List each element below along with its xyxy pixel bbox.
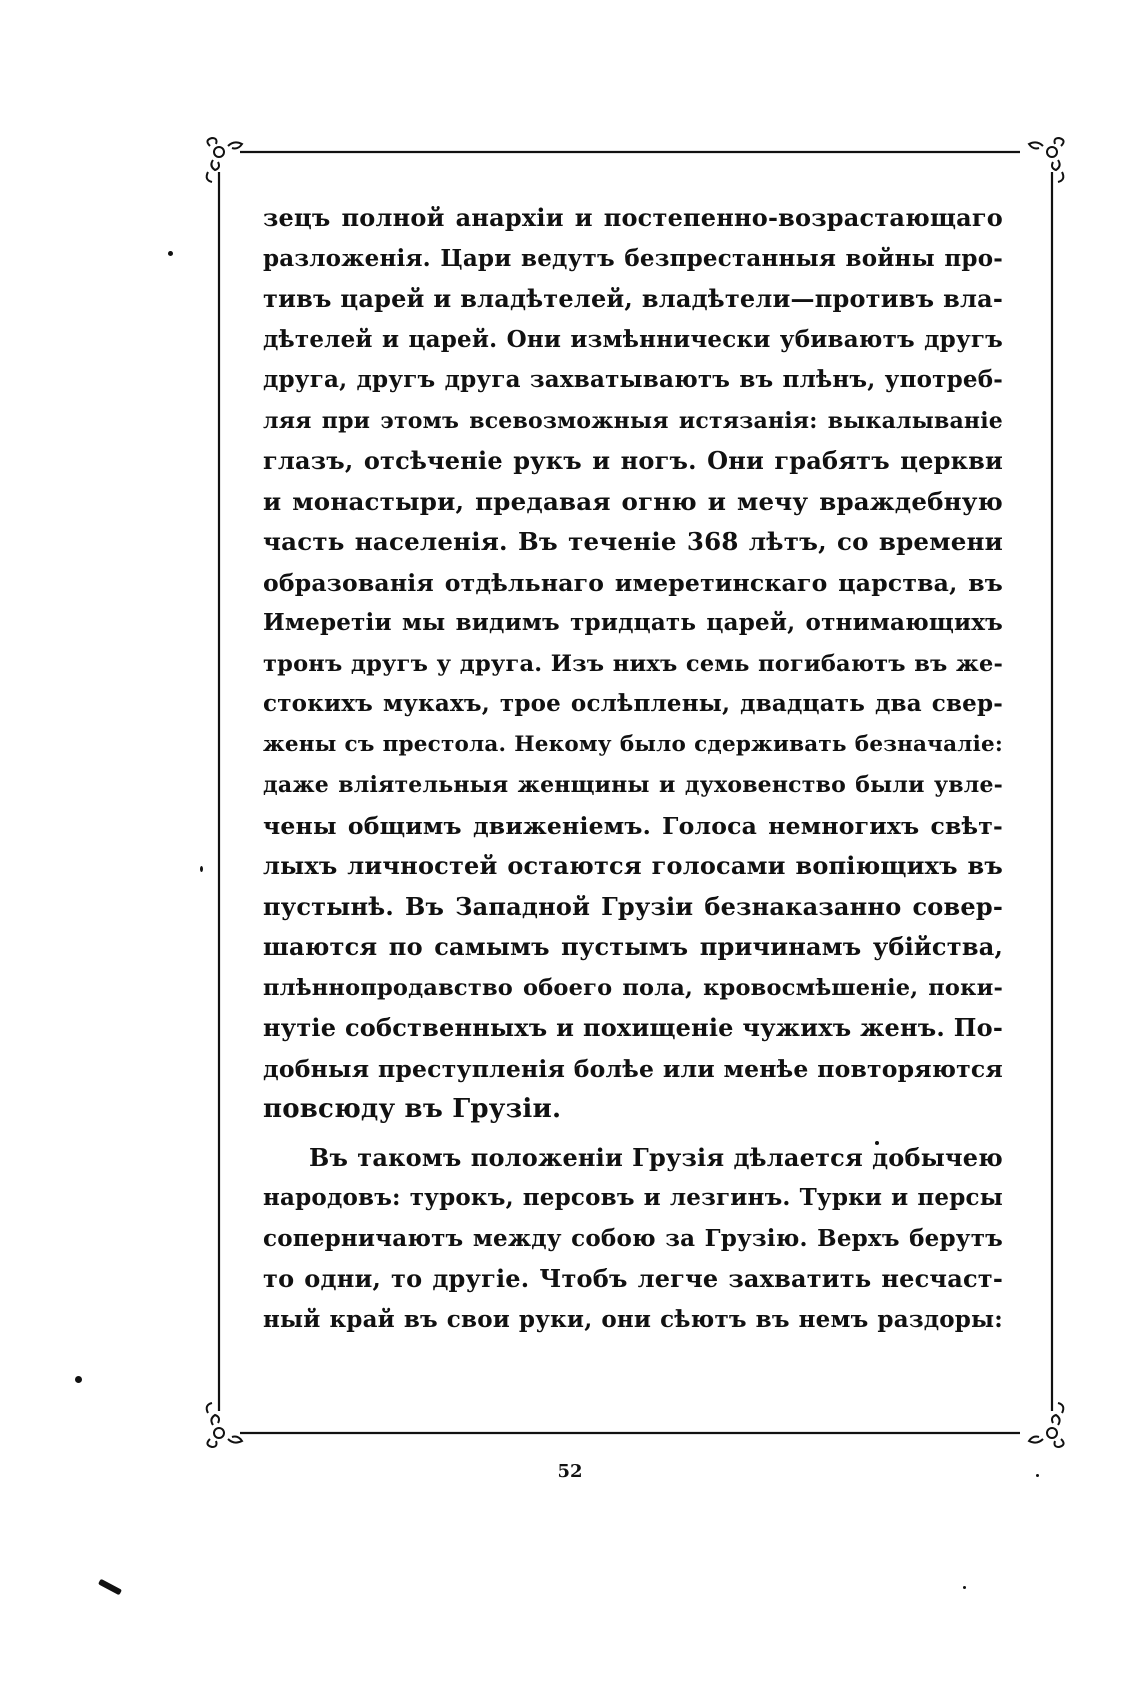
text-line: друга, другъ друга захватываютъ въ плѣнъ, употреб- bbox=[263, 366, 1003, 393]
text-line: соперничаютъ между собою за Грузію. Верхъ берутъ bbox=[263, 1224, 1003, 1252]
text-line: глазъ, отсѣченіе рукъ и ногъ. Они грабятъ церкви bbox=[263, 446, 1003, 475]
paragraph-1 bbox=[263, 198, 1003, 1130]
paragraph-2 bbox=[263, 1138, 1003, 1341]
text-line: зецъ полной анархіи и постепенно-возрастающаго bbox=[263, 203, 1003, 232]
corner-ornament-top-left bbox=[207, 138, 242, 182]
text-line: нутіе собственныхъ и похищеніе чужихъ женъ. По- bbox=[263, 1013, 1003, 1042]
scan-speck bbox=[200, 866, 203, 872]
text-line: ный край въ свои руки, они сѣютъ въ немъ раздоры: bbox=[263, 1305, 1003, 1333]
corner-ornament-bottom-left bbox=[207, 1403, 242, 1447]
text-line: шаются по самымъ пустымъ причинамъ убійства, bbox=[263, 932, 1003, 961]
text-line: жены съ престола. Некому было сдерживать безначаліе: bbox=[263, 731, 1003, 757]
corner-ornament-top-right bbox=[1029, 138, 1064, 182]
text-line: стокихъ мукахъ, трое ослѣплены, двадцать два свер- bbox=[263, 690, 1003, 717]
text-line: народовъ: турокъ, персовъ и лезгинъ. Турки и персы bbox=[263, 1184, 1003, 1211]
text-line: то одни, то другіе. Чтобъ легче захватить несчаст- bbox=[263, 1264, 1003, 1293]
text-line: Имеретіи мы видимъ тридцать царей, отнимающихъ bbox=[263, 609, 1003, 636]
page-number: 52 bbox=[557, 1461, 583, 1482]
text-line: ляя при этомъ всевозможныя истязанія: выкалываніе bbox=[263, 407, 1003, 434]
text-line: образованія отдѣльнаго имеретинскаго царства, въ bbox=[263, 568, 1003, 597]
text-line: добныя преступленія болѣе или менѣе повторяются bbox=[263, 1054, 1003, 1083]
text-line: повсюду въ Грузіи. bbox=[263, 1094, 562, 1124]
body-text bbox=[263, 198, 1003, 1340]
corner-ornament-bottom-right bbox=[1029, 1403, 1064, 1447]
text-line: плѣннопродавство обоего пола, кровосмѣшеніе, поки- bbox=[263, 974, 1003, 1001]
text-line: тивъ царей и владѣтелей, владѣтели—противъ вла- bbox=[263, 284, 1003, 313]
text-line: и монастыри, предавая огню и мечу враждебную bbox=[263, 486, 1003, 516]
text-line: чены общимъ движеніемъ. Голоса немногихъ свѣт- bbox=[263, 811, 1003, 840]
text-line: лыхъ личностей остаются голосами вопіющихъ въ bbox=[263, 851, 1003, 880]
scan-speck bbox=[168, 251, 173, 256]
text-line: часть населенія. Въ теченіе 368 лѣтъ, со времени bbox=[263, 527, 1003, 556]
text-line: даже вліятельныя женщины и духовенство были увле- bbox=[263, 772, 1003, 798]
scan-speck bbox=[75, 1376, 82, 1383]
text-line: разложенія. Цари ведутъ безпрестанныя войны про- bbox=[263, 244, 1003, 272]
text-line: Въ такомъ положеніи Грузія дѣлается добычею bbox=[309, 1142, 1003, 1172]
text-line: пустынѣ. Въ Западной Грузіи безнаказанно совер- bbox=[263, 891, 1003, 921]
text-line: тронъ другъ у друга. Изъ нихъ семь погибаютъ въ же- bbox=[263, 650, 1003, 677]
text-line: дѣтелей и царей. Они измѣннически убиваютъ другъ bbox=[263, 325, 1003, 353]
scan-speck bbox=[963, 1586, 966, 1589]
paragraph-gap bbox=[263, 1130, 1003, 1138]
